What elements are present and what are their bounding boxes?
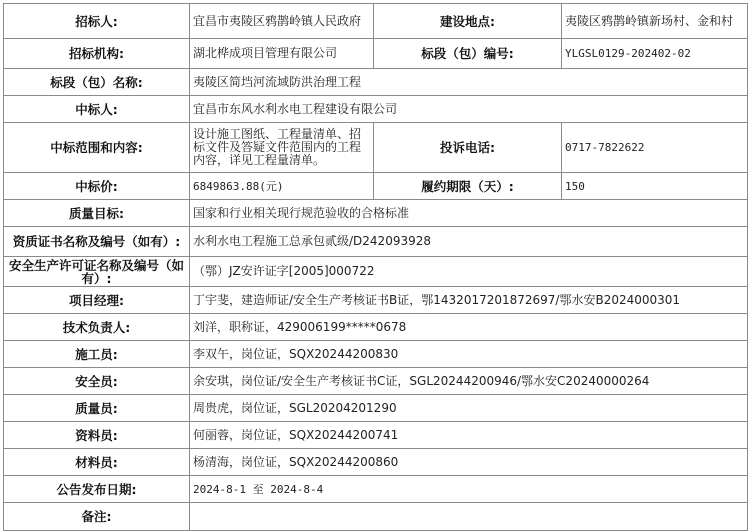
tenderer-value: 宜昌市夷陵区鸦鹊岭镇人民政府 [190,4,374,39]
pm-value: 丁宇斐，建造师证/安全生产考核证书B证，鄂1432017201872697/鄂水安B2024000301 [190,287,748,314]
publish-label: 公告发布日期: [4,476,190,503]
table-row [4,39,748,69]
site-label: 建设地点: [374,4,562,39]
material-officer-value: 杨清海，岗位证，SQX20244200860 [190,449,748,476]
price-value: 6849863.88(元) [190,173,374,200]
table-row [4,503,748,531]
agency-label: 招标机构: [4,39,190,69]
material-officer-label: 材料员: [4,449,190,476]
table-row [4,422,748,449]
table-row [4,4,748,39]
period-label: 履约期限（天）: [374,173,562,200]
quality-officer-value: 周贵虎，岗位证，SGL20204201290 [190,395,748,422]
qualification-value: 水利水电工程施工总承包贰级/D242093928 [190,227,748,257]
table-row [4,123,748,173]
safety-license-label: 安全生产许可证名称及编号（如有）: [4,257,190,287]
quality-officer-label: 质量员: [4,395,190,422]
winner-label: 中标人: [4,96,190,123]
table-row [4,200,748,227]
lot-no-value: YLGSL0129-202402-02 [562,39,748,69]
doc-officer-label: 资料员: [4,422,190,449]
safety-license-value: （鄂）JZ安许证字[2005]000722 [190,257,748,287]
tech-lead-value: 刘洋，职称证，429006199*****0678 [190,314,748,341]
quality-value: 国家和行业相关现行规范验收的合格标准 [190,200,748,227]
safety-officer-label: 安全员: [4,368,190,395]
price-label: 中标价: [4,173,190,200]
publish-value: 2024-8-1 至 2024-8-4 [190,476,748,503]
pm-label: 项目经理: [4,287,190,314]
constructor-label: 施工员: [4,341,190,368]
scope-value: 设计施工图纸、工程量清单、招标文件及答疑文件范围内的工程内容，详见工程量清单。 [190,123,374,173]
complaint-label: 投诉电话: [374,123,562,173]
lot-name-value: 夷陵区简垱河流域防洪治理工程 [190,69,748,96]
table-row [4,449,748,476]
tech-lead-label: 技术负责人: [4,314,190,341]
agency-value: 湖北桦成项目管理有限公司 [190,39,374,69]
table-row [4,287,748,314]
complaint-value: 0717-7822622 [562,123,748,173]
period-value: 150 [562,173,748,200]
bid-result-table [3,3,748,531]
remarks-value [190,503,748,531]
table-row [4,395,748,422]
scope-label: 中标范围和内容: [4,123,190,173]
table-row [4,341,748,368]
table-row [4,69,748,96]
winner-value: 宜昌市东风水利水电工程建设有限公司 [190,96,748,123]
table-row [4,173,748,200]
lot-no-label: 标段（包）编号: [374,39,562,69]
table-row [4,96,748,123]
constructor-value: 李双午，岗位证，SQX20244200830 [190,341,748,368]
table-row [4,314,748,341]
tenderer-label: 招标人: [4,4,190,39]
table-row [4,257,748,287]
remarks-label: 备注: [4,503,190,531]
site-value: 夷陵区鸦鹊岭镇新场村、金和村 [562,4,748,39]
doc-officer-value: 何丽蓉，岗位证，SQX20244200741 [190,422,748,449]
table-row [4,368,748,395]
quality-label: 质量目标: [4,200,190,227]
qualification-label: 资质证书名称及编号（如有）: [4,227,190,257]
table-row [4,476,748,503]
safety-officer-value: 余安琪，岗位证/安全生产考核证书C证，SGL20244200946/鄂水安C20240000264 [190,368,748,395]
lot-name-label: 标段（包）名称: [4,69,190,96]
table-row [4,227,748,257]
